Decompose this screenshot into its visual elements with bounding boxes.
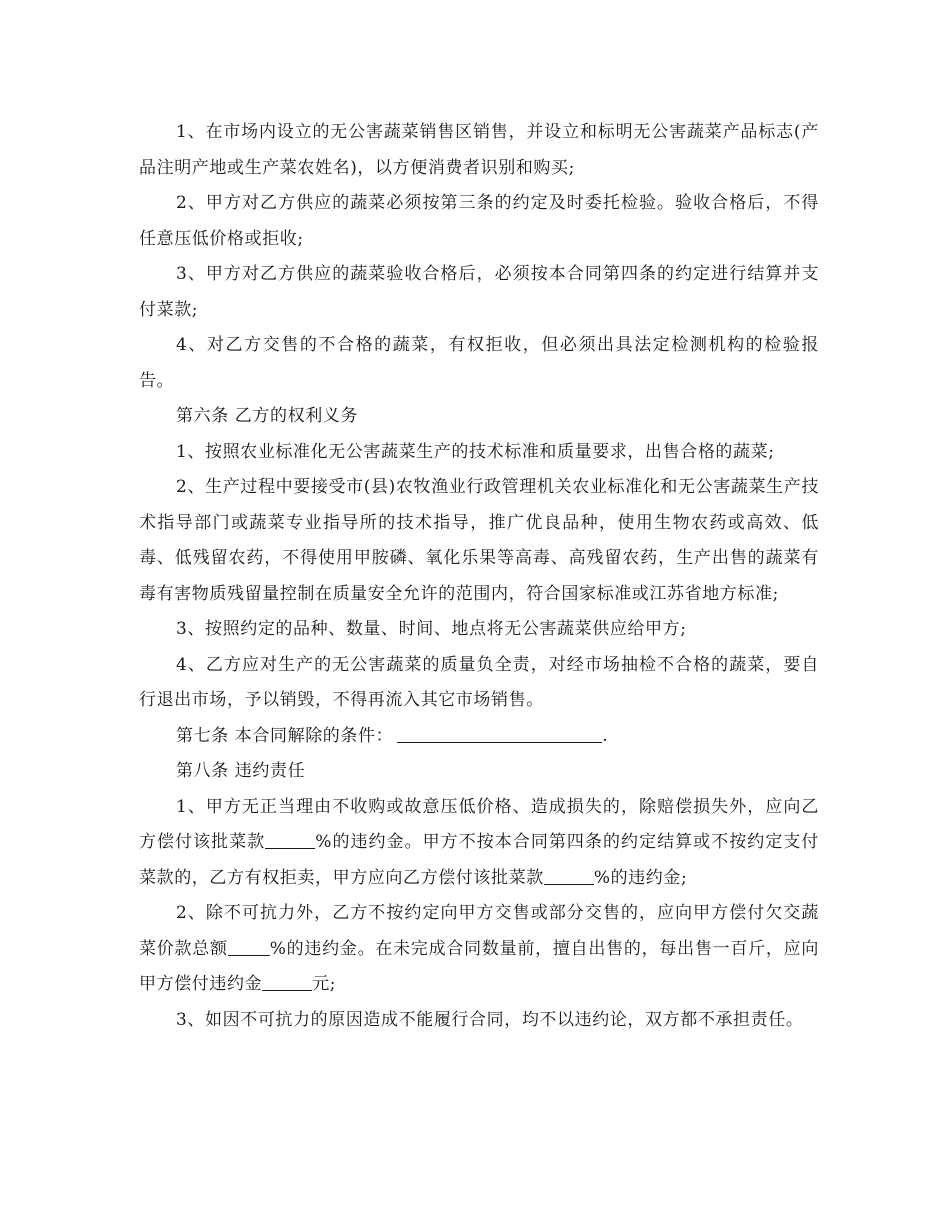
paragraph: 1、在市场内设立的无公害蔬菜销售区销售，并设立和标明无公害蔬菜产品标志(产品注明产地或生产菜农姓名)，以方便消费者识别和购买; bbox=[139, 122, 819, 178]
clause-8-2 bbox=[139, 896, 819, 1003]
paragraph: 4、乙方应对生产的无公害蔬菜的质量负全责，对经市场抽检不合格的蔬菜，要自行退出市场，予以销毁，不得再流入其它市场销售。 bbox=[139, 654, 819, 710]
clause-text: %的违约金。甲方不按本合同第四条的约定结算或不按约定支付菜款的，乙方有权拒卖，甲方应向乙方偿付该批菜款 bbox=[139, 832, 820, 888]
fill-in-blank bbox=[397, 724, 602, 743]
article-7-suffix: . bbox=[602, 725, 609, 746]
fill-in-blank bbox=[544, 866, 594, 885]
clause-text: %的违约金; bbox=[593, 867, 688, 888]
clause-text: 2、除不可抗力外，乙方不按约定向甲方交售或部分交售的，应向甲方偿付欠交蔬菜价款总额 bbox=[139, 903, 819, 959]
clause-8-1 bbox=[139, 790, 819, 897]
clause-text: %的违约金。在未完成合同数量前，擅自出售的，每出售一百斤，应向甲方偿付违约金 bbox=[139, 938, 819, 994]
paragraph: 2、甲方对乙方供应的蔬菜必须按第三条的约定及时委托检验。验收合格后，不得任意压低价格或拒收; bbox=[139, 193, 819, 249]
fill-in-blank bbox=[265, 830, 315, 849]
paragraph: 3、甲方对乙方供应的蔬菜验收合格后，必须按本合同第四条的约定进行结算并支付菜款; bbox=[139, 264, 819, 320]
paragraph: 4、对乙方交售的不合格的蔬菜，有权拒收，但必须出具法定检测机构的检验报告。 bbox=[139, 335, 819, 391]
document-body bbox=[139, 115, 819, 1038]
article-7 bbox=[139, 719, 819, 755]
article-heading: 第六条 乙方的权利义务 bbox=[176, 406, 359, 426]
paragraph: 1、按照农业标准化无公害蔬菜生产的技术标准和质量要求，出售合格的蔬菜; bbox=[176, 441, 775, 462]
paragraph: 2、生产过程中要接受市(县)农牧渔业行政管理机关农业标准化和无公害蔬菜生产技术指导部门或蔬菜专业指导所的技术指导，推广优良品种，使用生物农药或高效、低毒、低残留农药，不得使用甲胺磷、氧化乐果等高毒、高残留农药，生产出售的蔬菜有毒有害物质残留量控制在质量安全允许的范围内，符合国家标准或江苏省地方标准; bbox=[139, 477, 819, 604]
clause-text: 元; bbox=[312, 974, 337, 994]
clause-8-3: 3、如因不可抗力的原因造成不能履行合同，均不以违约论，双方都不承担责任。 bbox=[176, 1009, 804, 1030]
fill-in-blank bbox=[228, 937, 270, 956]
article-heading: 第八条 违约责任 bbox=[176, 761, 306, 781]
paragraph: 3、按照约定的品种、数量、时间、地点将无公害蔬菜供应给甲方; bbox=[176, 619, 687, 639]
fill-in-blank bbox=[262, 972, 312, 991]
clause-text: 1、甲方无正当理由不收购或故意压低价格、造成损失的，除赔偿损失外，应向乙方偿付该批菜款 bbox=[139, 796, 819, 852]
article-7-text: 第七条 本合同解除的条件： bbox=[176, 725, 394, 746]
